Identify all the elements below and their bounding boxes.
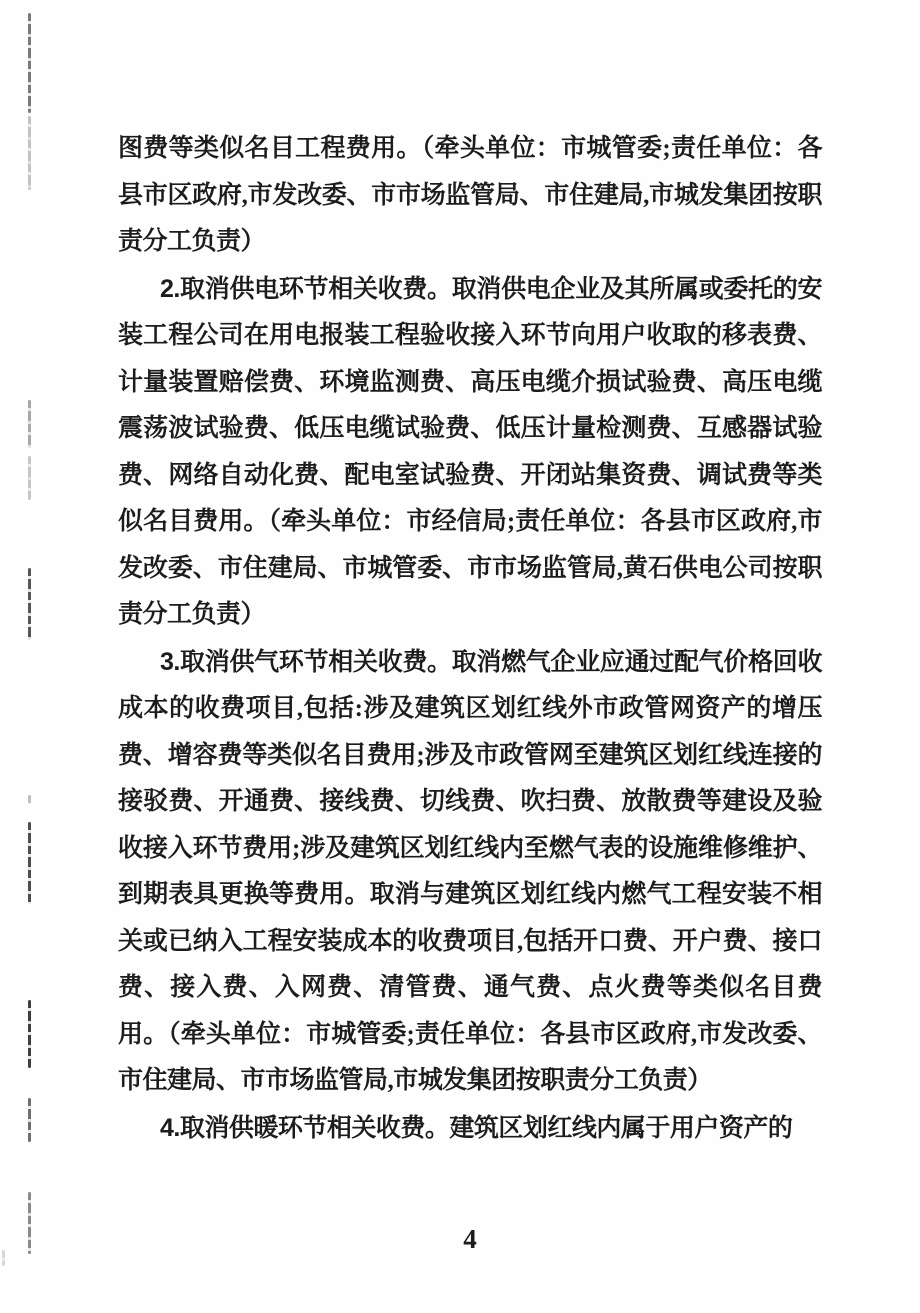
paragraph-text: 取消供电企业及其所属或委托的安装工程公司在用电报装工程验收接入环节向用户收取的移表费、计量装置赔偿费、环境监测费、高压电缆介损试验费、高压电缆震荡波试验费、低压电缆试验费、低压计量检测费、互感器试验费、网络自动化费、配电室试验费、开闭站集资费、调试费等类似名目费用。（牵头单位：市经信局;责任单位：各县市区政府,市发改委、市住建局、市城管委、市市场监管局,黄石供电公司按职责分工负责） [118,275,822,628]
scan-artifact [28,568,31,640]
scan-artifact [28,456,31,500]
scan-artifact [28,795,31,804]
paragraph-lead: 3.取消供气环节相关收费。 [160,647,452,676]
scan-artifact [28,1098,31,1142]
paragraph [118,639,822,1105]
paragraph-lead: 4.取消供暖环节相关收费。 [160,1113,450,1142]
paragraph-text: 建筑区划红线内属于用户资产的 [449,1114,793,1142]
paragraph [118,266,822,639]
paragraph-text: 图费等类似名目工程费用。（牵头单位：市城管委;责任单位：各县市区政府,市发改委、市市场监管局、市住建局,市城发集团按职责分工负责） [118,135,822,255]
scan-artifact [28,116,31,190]
scan-artifact [28,822,31,904]
scan-artifact [28,1000,31,1068]
paragraph-text: 取消燃气企业应通过配气价格回收成本的收费项目,包括:涉及建筑区划红线外市政管网资产的增压费、增容费等类似名目费用;涉及市政管网至建筑区划红线连接的接驳费、开通费、接线费、切线费、吹扫费、放散费等建设及验收接入环节费用;涉及建筑区划红线内至燃气表的设施维修维护、到期表具更换等费用。取消与建筑区划红线内燃气工程安装不相关或已纳入工程安装成本的收费项目,包括开口费、开户费、接口费、接入费、入网费、清管费、通气费、点火费等类似名目费用。（牵头单位：市城管委;责任单位：各县市区政府,市发改委、市住建局、市市场监管局,市城发集团按职责分工负责） [118,648,822,1094]
paragraph [118,1105,822,1153]
scan-artifact [28,1192,31,1254]
scan-artifact [28,400,31,448]
document-body [118,126,822,1152]
scan-artifact [28,13,31,113]
paragraph-lead: 2.取消供电环节相关收费。 [160,274,452,303]
scan-artifact [2,1250,5,1266]
paragraph [118,126,822,266]
page-number: 4 [463,1224,477,1254]
